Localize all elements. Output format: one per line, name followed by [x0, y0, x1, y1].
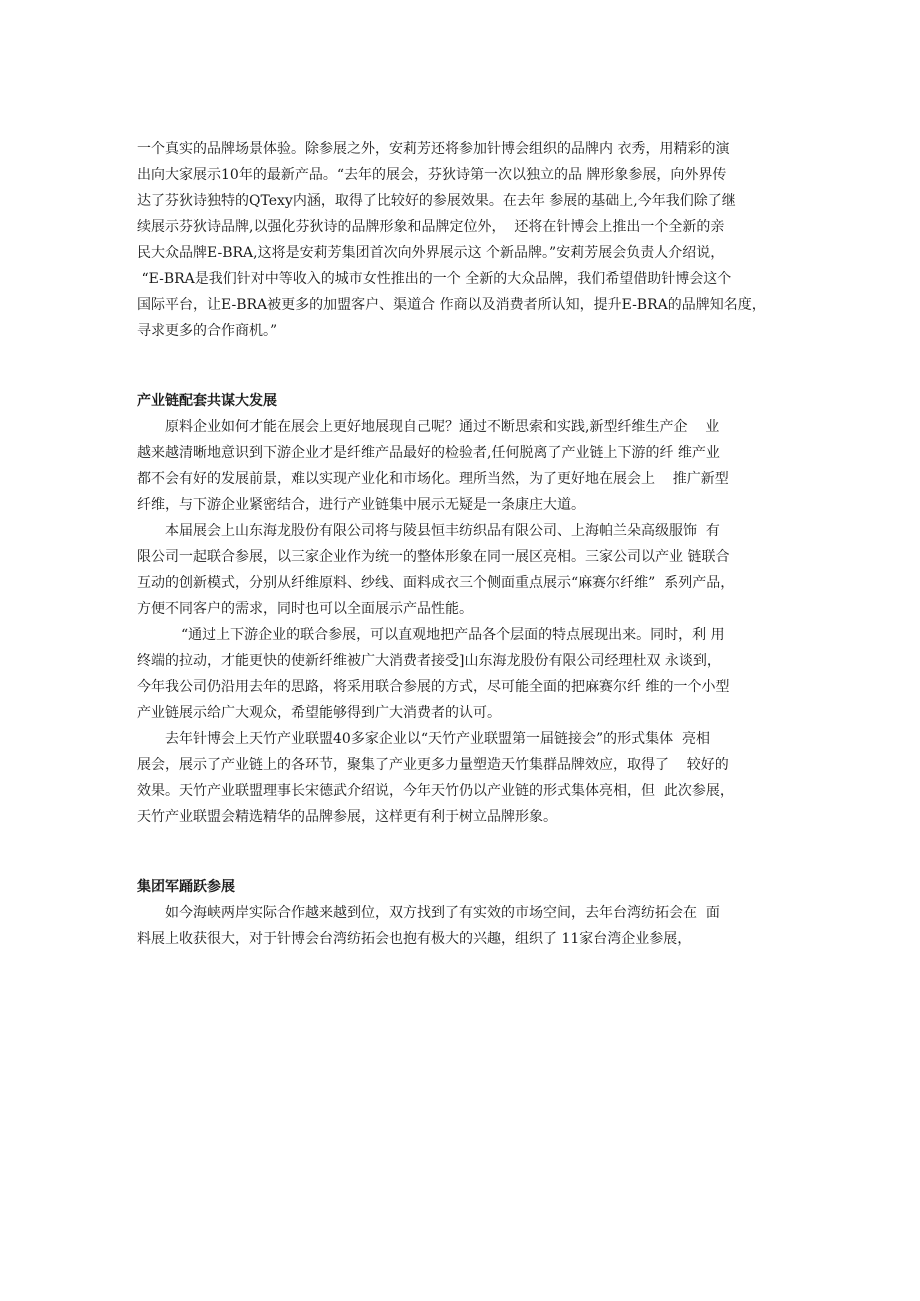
text-line: 纤维，与下游企业紧密结合，进行产业链集中展示无疑是一条康庄大道。 [137, 497, 585, 513]
section-gap [137, 344, 797, 388]
paragraph [137, 518, 797, 622]
intro-paragraph [137, 136, 797, 344]
text-line: 一个真实的品牌场景体验。除参展之外，安莉芳还将参加针博会组织的品牌内 衣秀，用精彩的演 [137, 141, 730, 157]
text-line: 效果。天竹产业联盟理事长宋德武介绍说，今年天竹仍以产业链的形式集体亮相，但 此次参展， [137, 783, 734, 799]
text-line: 展会，展示了产业链上的各环节，聚集了产业更多力量塑造天竹集群品牌效应，取得了 较好的 [137, 757, 729, 773]
text-line: 原料企业如何才能在展会上更好地展现自己呢？通过不断思索和实践,新型纤维生产企 业 [165, 419, 720, 435]
text-line: 去年针博会上天竹产业联盟40多家企业以“天竹产业联盟第一届链接会”的形式集体 亮相 [165, 731, 711, 747]
text-line: 今年我公司仍沿用去年的思路，将采用联合参展的方式，尽可能全面的把麻赛尔纤 维的一个小型 [137, 679, 730, 695]
text-line: 方便不同客户的需求，同时也可以全面展示产品性能。 [137, 601, 473, 617]
text-line: 国际平台，让E-BRA被更多的加盟客户、渠道合 作商以及消费者所认知，提升E-BRA的品牌知名度， [137, 297, 766, 313]
section-heading: 集团军踊跃参展 [137, 879, 235, 895]
text-line: 终端的拉动，才能更快的使新纤维被广大消费者接受]山东海龙股份有限公司经理杜双 永谈到， [137, 653, 721, 669]
section-heading: 产业链配套共谋大发展 [137, 393, 277, 409]
text-line: 如今海峡两岸实际合作越来越到位，双方找到了有实效的市场空间，去年台湾纺拓会在 面 [165, 905, 720, 921]
text-line: “E-BRA是我们针对中等收入的城市女性推出的一个 全新的大众品牌，我们希望借助针博会这个 [137, 271, 732, 287]
text-line: 越来越清晰地意识到下游企业才是纤维产品最好的检验者,任何脱离了产业链上下游的纤 维产业 [137, 445, 720, 461]
text-line: 寻求更多的合作商机。” [137, 323, 278, 339]
text-line: 都不会有好的发展前景，难以实现产业化和市场化。理所当然，为了更好地在展会上 推广新型 [137, 471, 729, 487]
text-line: 民大众品牌E-BRA,这将是安莉芳集团首次向外界展示这 个新品牌。”安莉芳展会负责人介绍说， [137, 245, 725, 261]
text-line: 产业链展示给广大观众，希望能够得到广大消费者的认可。 [137, 705, 501, 721]
text-line: 续展示芬狄诗品牌,以强化芬狄诗的品牌形象和品牌定位外， 还将在针博会上推出一个全新的亲 [137, 219, 725, 235]
text-line: 限公司一起联合参展，以三家企业作为统一的整体形象在同一展区亮相。三家公司以产业 链联合 [137, 549, 730, 565]
text-line: 达了芬狄诗独特的QTexy内涵，取得了比较好的参展效果。在去年 参展的基础上,今年我们除了继 [137, 193, 736, 209]
text-line: 本届展会上山东海龙股份有限公司将与陵县恒丰纺织品有限公司、上海帕兰朵高级服饰 有 [165, 523, 720, 539]
paragraph [137, 414, 797, 518]
text-line: 料展上收获很大，对于针博会台湾纺拓会也抱有极大的兴趣，组织了 11家台湾企业参展， [137, 931, 692, 947]
paragraph [137, 622, 797, 726]
text-line: 出向大家展示10年的最新产品。“去年的展会，芬狄诗第一次以独立的品 牌形象参展，向外界传 [137, 167, 727, 183]
text-line: 天竹产业联盟会精选精华的品牌参展，这样更有利于树立品牌形象。 [137, 809, 557, 825]
paragraph [137, 726, 797, 830]
text-line: 互动的创新模式，分别从纤维原料、纱线、面料成衣三个侧面重点展示“麻赛尔纤维” 系列产品， [137, 575, 735, 591]
section-gap [137, 830, 797, 874]
text-line: “通过上下游企业的联合参展，可以直观地把产品各个层面的特点展现出来。同时，利 用 [181, 627, 725, 643]
paragraph [137, 900, 797, 952]
document-body [137, 136, 797, 952]
